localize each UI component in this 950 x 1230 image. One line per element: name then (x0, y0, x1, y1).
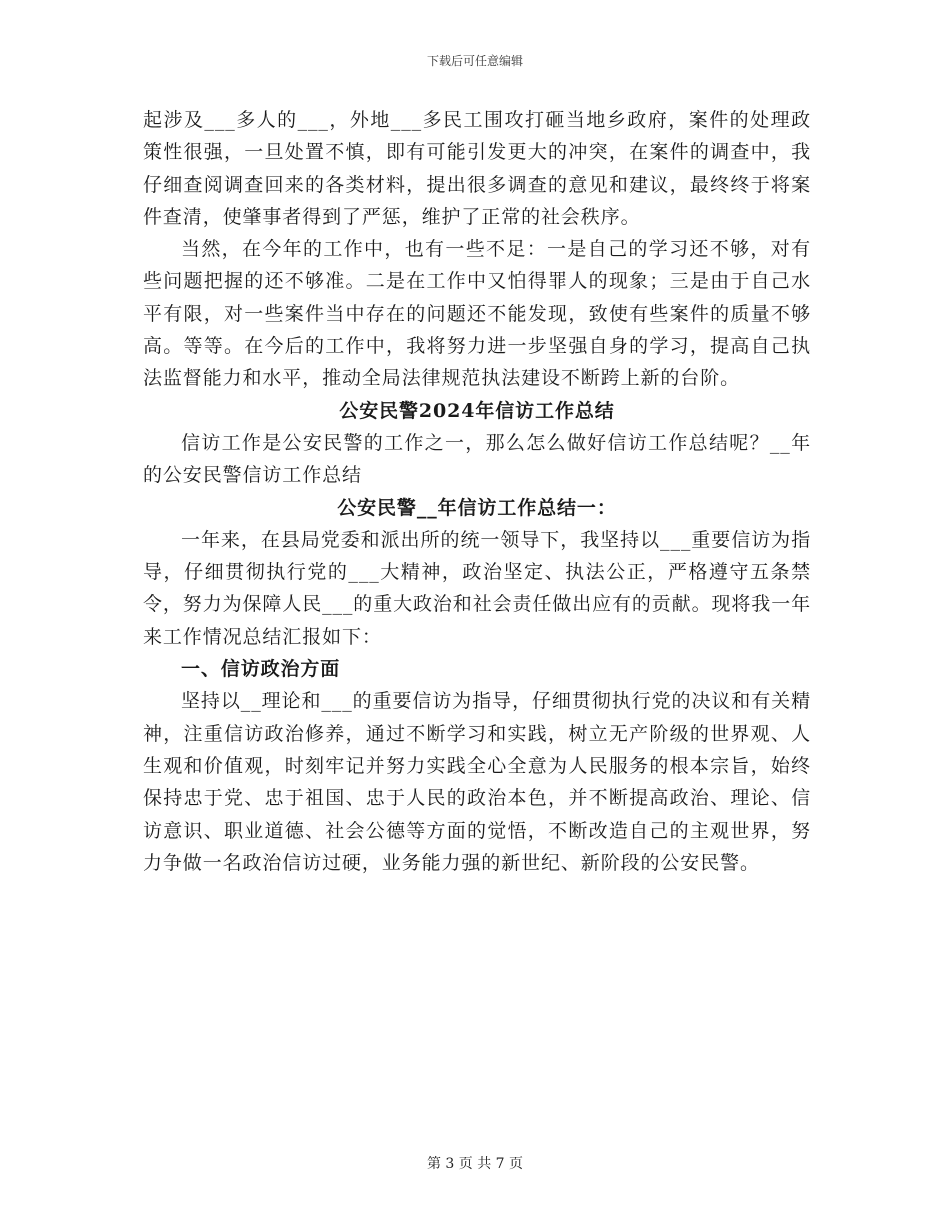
page-header: 下载后可任意编辑 (426, 54, 523, 68)
document-title: 公安民警2024年信访工作总结 (339, 399, 615, 422)
paragraph-shortcomings: 当然，在今年的工作中，也有一些不足：一是自己的学习还不够，对有些问题把握的还不够准。二是在工作中又怕得罪人的现象；三是由于自己水平有限，对一些案件当中存在的问题还不能发现，致使有些案件的质量不够高。等等。在今后的工作中，我将努力进一步坚强自身的学习，提高自己执法监督能力和水平，推动全局法律规范执法建设不断跨上新的台阶。 (143, 238, 811, 390)
section-heading-politics: 一、信访政治方面 (181, 658, 341, 681)
paragraph-politics: 坚持以__理论和___的重要信访为指导，仔细贯彻执行党的决议和有关精神，注重信访政治修养，通过不断学习和实践，树立无产阶级的世界观、人生观和价值观，时刻牢记并努力实践全心全意为人民服务的根本宗旨，始终保持忠于党、忠于祖国、忠于人民的政治本色，并不断提高政治、理论、信访意识、职业道德、社会公德等方面的觉悟，不断改造自己的主观世界，努力争做一名政治信访过硬，业务能力强的新世纪、新阶段的公安民警。 (143, 690, 811, 874)
paragraph-overview: 一年来，在县局党委和派出所的统一领导下，我坚持以___重要信访为指导，仔细贯彻执行党的___大精神，政治坚定、执法公正，严格遵守五条禁令，努力为保障人民___的重大政治和社会责任做出应有的贡献。现将我一年来工作情况总结汇报如下： (143, 528, 812, 648)
paragraph-case-continuation: 起涉及___多人的___，外地___多民工围攻打砸当地乡政府，案件的处理政策性很强，一旦处置不慎，即有可能引发更大的冲突，在案件的调查中，我仔细查阅调查回来的各类材料，提出很多调查的意见和建议，最终终于将案件查清，使肇事者得到了严惩，维护了正常的社会秩序。 (143, 109, 811, 228)
page-footer: 第 3 页 共 7 页 (426, 1156, 524, 1172)
section-subtitle: 公安民警__年信访工作总结一： (337, 496, 617, 519)
document-body (143, 104, 811, 879)
paragraph-intro: 信访工作是公安民警的工作之一，那么怎么做好信访工作总结呢？__年的公安民警信访工作总结 (143, 431, 811, 487)
